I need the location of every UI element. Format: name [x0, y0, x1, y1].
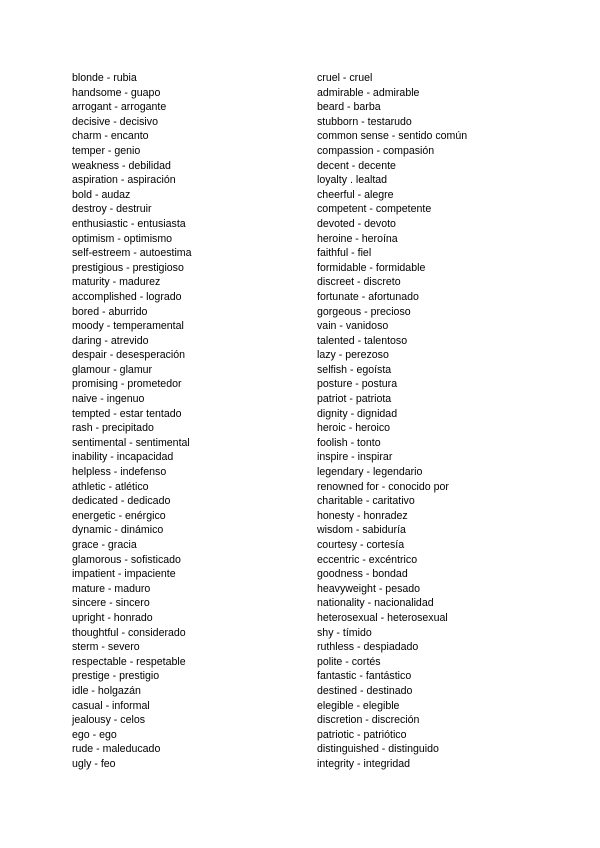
vocabulary-entry: prestigious - prestigioso: [72, 261, 184, 274]
vocabulary-entry: charm - encanto: [72, 130, 149, 143]
vocabulary-entry: common sense - sentido común: [317, 130, 468, 143]
vocabulary-entry: discretion - discreción: [317, 714, 420, 727]
vocabulary-entry: rude - maleducado: [72, 743, 161, 756]
vocabulary-entry: competent - competente: [317, 203, 432, 216]
vocabulary-entry: elegible - elegible: [317, 699, 400, 712]
vocabulary-entry: decent - decente: [317, 159, 396, 172]
vocabulary-entry: sincere - sincero: [72, 597, 150, 610]
vocabulary-entry: discreet - discreto: [317, 276, 401, 289]
vocabulary-entry: gorgeous - precioso: [317, 305, 411, 318]
vocabulary-entry: shy - tímido: [317, 626, 372, 639]
vocabulary-entry: dignity - dignidad: [317, 407, 398, 420]
vocabulary-entry: athletic - atlético: [72, 480, 149, 493]
vocabulary-entry: bold - audaz: [72, 188, 131, 201]
vocabulary-entry: loyalty . lealtad: [317, 174, 388, 187]
vocabulary-entry: naive - ingenuo: [72, 393, 145, 406]
vocabulary-entry: jealousy - celos: [72, 714, 146, 727]
vocabulary-entry: accomplished - logrado: [72, 290, 182, 303]
vocabulary-entry: legendary - legendario: [317, 466, 423, 479]
vocabulary-entry: energetic - enérgico: [72, 509, 166, 522]
vocabulary-entry: impatient - impaciente: [72, 568, 176, 581]
vocabulary-entry: dynamic - dinámico: [72, 524, 164, 537]
vocabulary-entry: formidable - formidable: [317, 261, 426, 274]
vocabulary-entry: courtesy - cortesía: [317, 539, 405, 551]
vocabulary-entry: heavyweight - pesado: [317, 582, 421, 595]
vocabulary-entry: cheerful - alegre: [317, 188, 394, 201]
vocabulary-entry: integrity - integridad: [317, 757, 411, 770]
vocabulary-list-right: [317, 71, 557, 772]
vocabulary-entry: arrogant - arrogante: [72, 101, 167, 114]
vocabulary-entry: maturity - madurez: [72, 276, 161, 289]
vocabulary-entry: enthusiastic - entusiasta: [72, 217, 186, 230]
vocabulary-entry: inability - incapacidad: [72, 451, 174, 464]
vocabulary-entry: fantastic - fantástico: [317, 670, 412, 683]
vocabulary-entry: mature - maduro: [72, 582, 151, 595]
vocabulary-entry: respectable - respetable: [72, 655, 186, 668]
vocabulary-entry: thoughtful - considerado: [72, 626, 186, 639]
vocabulary-entry: self-estreem - autoestima: [72, 247, 192, 260]
vocabulary-entry: optimism - optimismo: [72, 232, 173, 245]
vocabulary-entry: lazy - perezoso: [317, 349, 389, 362]
vocabulary-entry: talented - talentoso: [317, 334, 408, 347]
vocabulary-entry: inspire - inspirar: [317, 451, 393, 464]
vocabulary-entry: posture - postura: [317, 378, 398, 391]
vocabulary-entry: foolish - tonto: [317, 436, 381, 449]
vocabulary-entry: prestige - prestigio: [72, 670, 160, 683]
vocabulary-entry: charitable - caritativo: [317, 495, 415, 508]
vocabulary-entry: devoted - devoto: [317, 217, 396, 230]
vocabulary-entry: goodness - bondad: [317, 568, 408, 581]
vocabulary-entry: decisive - decisivo: [72, 115, 158, 128]
vocabulary-entry: destined - destinado: [317, 684, 413, 697]
vocabulary-entry: compassion - compasión: [317, 144, 435, 157]
vocabulary-entry: weakness - debilidad: [72, 159, 171, 172]
vocabulary-entry: glamorous - sofisticado: [72, 553, 181, 566]
vocabulary-entry: rash - precipitado: [72, 422, 154, 435]
vocabulary-entry: fortunate - afortunado: [317, 290, 419, 303]
vocabulary-entry: promising - prometedor: [72, 378, 182, 391]
vocabulary-entry: patriotic - patriótico: [317, 728, 407, 741]
vocabulary-entry: polite - cortés: [317, 655, 381, 668]
vocabulary-entry: distinguished - distinguido: [317, 743, 439, 756]
vocabulary-entry: faithful - fiel: [317, 247, 372, 260]
vocabulary-entry: cruel - cruel: [317, 72, 373, 84]
vocabulary-entry: renowned for - conocido por: [317, 480, 449, 493]
vocabulary-entry: admirable - admirable: [317, 86, 420, 99]
vocabulary-entry: bored - aburrido: [72, 305, 148, 318]
vocabulary-entry: wisdom - sabiduría: [317, 524, 406, 537]
vocabulary-entry: beard - barba: [317, 101, 381, 114]
vocabulary-entry: nationality - nacionalidad: [317, 597, 434, 610]
vocabulary-entry: ugly - feo: [72, 757, 116, 770]
vocabulary-entry: sterm - severo: [72, 641, 140, 654]
vocabulary-entry: moody - temperamental: [72, 320, 184, 333]
vocabulary-entry: vain - vanidoso: [317, 320, 389, 333]
vocabulary-entry: patriot - patriota: [317, 393, 392, 406]
vocabulary-entry: blonde - rubia: [72, 72, 137, 84]
vocabulary-entry: aspiration - aspiración: [72, 174, 176, 187]
vocabulary-entry: eccentric - excéntrico: [317, 553, 418, 566]
vocabulary-entry: handsome - guapo: [72, 86, 161, 99]
vocabulary-entry: destroy - destruir: [72, 203, 152, 216]
vocabulary-entry: daring - atrevido: [72, 334, 149, 347]
vocabulary-entry: dedicated - dedicado: [72, 495, 171, 508]
vocabulary-entry: temper - genio: [72, 144, 141, 157]
vocabulary-entry: grace - gracia: [72, 539, 137, 551]
vocabulary-entry: despair - desesperación: [72, 349, 186, 362]
vocabulary-entry: heterosexual - heterosexual: [317, 611, 448, 624]
vocabulary-entry: glamour - glamur: [72, 363, 153, 376]
vocabulary-entry: casual - informal: [72, 699, 150, 712]
vocabulary-entry: stubborn - testarudo: [317, 115, 412, 128]
vocabulary-entry: idle - holgazán: [72, 684, 141, 697]
vocabulary-entry: helpless - indefenso: [72, 466, 167, 479]
vocabulary-entry: heroic - heroico: [317, 422, 391, 435]
vocabulary-entry: heroine - heroína: [317, 232, 398, 245]
vocabulary-entry: sentimental - sentimental: [72, 436, 190, 449]
vocabulary-list-left: [72, 71, 292, 772]
vocabulary-entry: ego - ego: [72, 728, 117, 741]
vocabulary-entry: tempted - estar tentado: [72, 407, 182, 420]
vocabulary-entry: ruthless - despiadado: [317, 641, 419, 654]
vocabulary-entry: upright - honrado: [72, 611, 153, 624]
vocabulary-entry: selfish - egoísta: [317, 363, 392, 376]
vocabulary-entry: honesty - honradez: [317, 509, 408, 522]
